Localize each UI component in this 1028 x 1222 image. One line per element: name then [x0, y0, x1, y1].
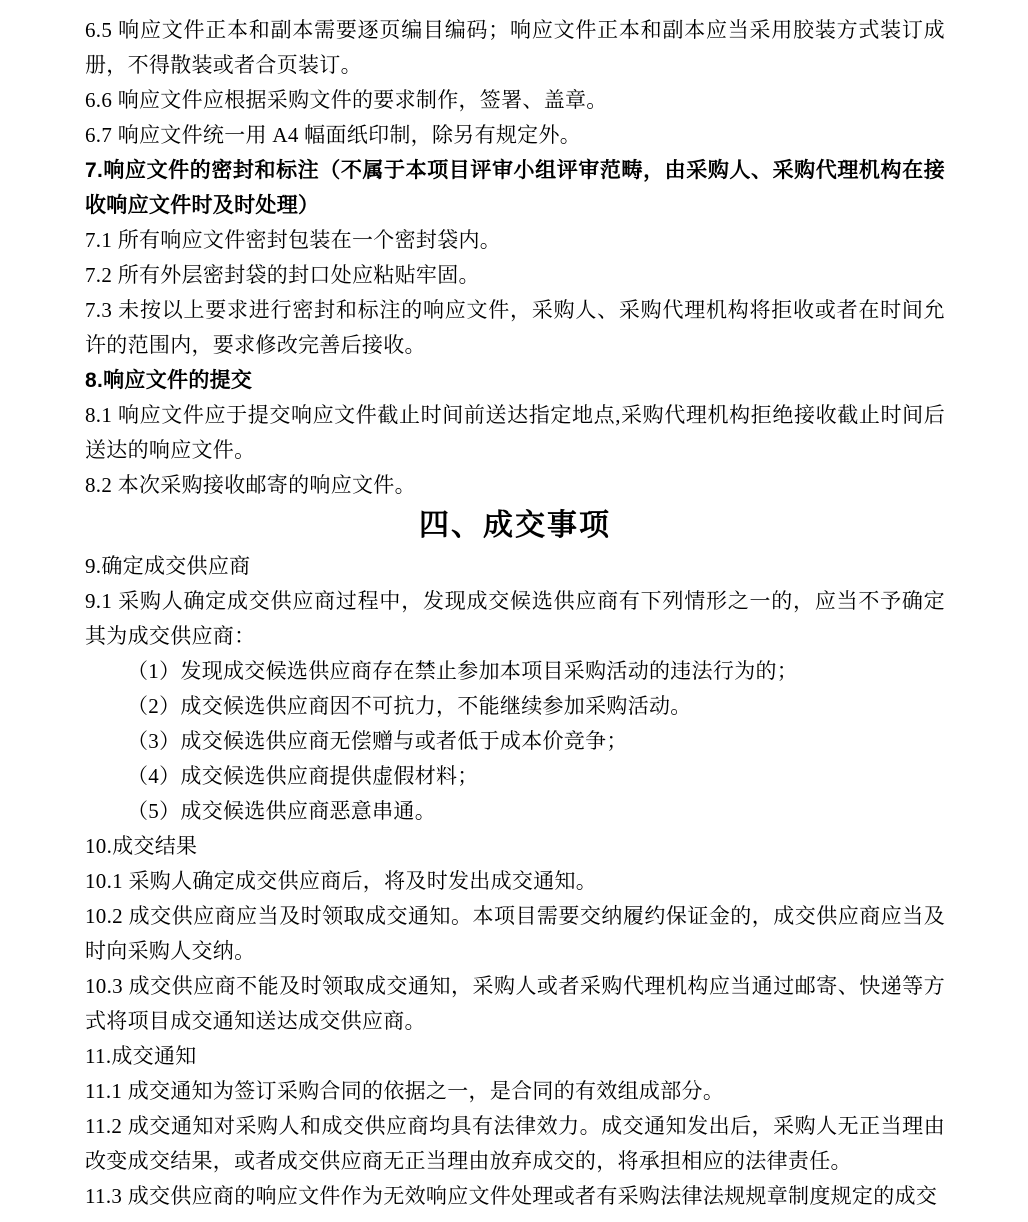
heading-8-submission: 8.响应文件的提交 [85, 369, 253, 392]
clause-9-1-item-4: （4）成交候选供应商提供虚假材料； [127, 764, 479, 788]
clause-6-7: 6.7 响应文件统一用 A4 幅面纸印制，除另有规定外。 [85, 123, 582, 147]
heading-11-deal-notice: 11.成交通知 [85, 1044, 197, 1068]
clause-7-2: 7.2 所有外层密封袋的封口处应粘贴牢固。 [85, 263, 480, 287]
clause-6-5: 6.5 响应文件正本和副本需要逐页编目编码；响应文件正本和副本应当采用胶装方式装订成册，不得散装或者合页装订。 [85, 18, 945, 77]
heading-10-deal-result: 10.成交结果 [85, 834, 198, 858]
clause-10-2: 10.2 成交供应商应当及时领取成交通知。本项目需要交纳履约保证金的，成交供应商应当及时向采购人交纳。 [85, 904, 945, 963]
clause-9-1-item-1: （1）发现成交候选供应商存在禁止参加本项目采购活动的违法行为的； [127, 659, 799, 683]
clause-6-6: 6.6 响应文件应根据采购文件的要求制作，签署、盖章。 [85, 88, 608, 112]
heading-7-sealing: 7.响应文件的密封和标注（不属于本项目评审小组评审范畴，由采购人、采购代理机构在接收响应文件时及时处理） [85, 159, 945, 217]
clause-10-3: 10.3 成交供应商不能及时领取成交通知，采购人或者采购代理机构应当通过邮寄、快递等方式将项目成交通知送达成交供应商。 [85, 974, 945, 1033]
section-title-deal-matters: 四、成交事项 [419, 509, 611, 542]
clause-9-1-item-2: （2）成交候选供应商因不可抗力，不能继续参加采购活动。 [127, 694, 692, 718]
clause-9-1-item-3: （3）成交候选供应商无偿赠与或者低于成本价竞争； [127, 729, 628, 753]
clause-11-3: 11.3 成交供应商的响应文件作为无效响应文件处理或者有采购法律法规规章制度规定的成交 [85, 1184, 938, 1208]
heading-9-determine-supplier: 9.确定成交供应商 [85, 554, 251, 578]
clause-9-1-item-5: （5）成交候选供应商恶意串通。 [127, 799, 436, 823]
clause-11-1: 11.1 成交通知为签订采购合同的依据之一，是合同的有效组成部分。 [85, 1079, 725, 1103]
clause-9-1: 9.1 采购人确定成交供应商过程中，发现成交候选供应商有下列情形之一的，应当不予确定其为成交供应商： [85, 589, 945, 648]
clause-8-1: 8.1 响应文件应于提交响应文件截止时间前送达指定地点,采购代理机构拒绝接收截止时间后送达的响应文件。 [85, 403, 945, 462]
clause-7-3: 7.3 未按以上要求进行密封和标注的响应文件，采购人、采购代理机构将拒收或者在时间允许的范围内，要求修改完善后接收。 [85, 298, 945, 357]
clause-7-1: 7.1 所有响应文件密封包装在一个密封袋内。 [85, 228, 502, 252]
clause-8-2: 8.2 本次采购接收邮寄的响应文件。 [85, 473, 416, 497]
clause-11-2: 11.2 成交通知对采购人和成交供应商均具有法律效力。成交通知发出后，采购人无正当理由改变成交结果，或者成交供应商无正当理由放弃成交的，将承担相应的法律责任。 [85, 1114, 945, 1173]
clause-10-1: 10.1 采购人确定成交供应商后，将及时发出成交通知。 [85, 869, 598, 893]
